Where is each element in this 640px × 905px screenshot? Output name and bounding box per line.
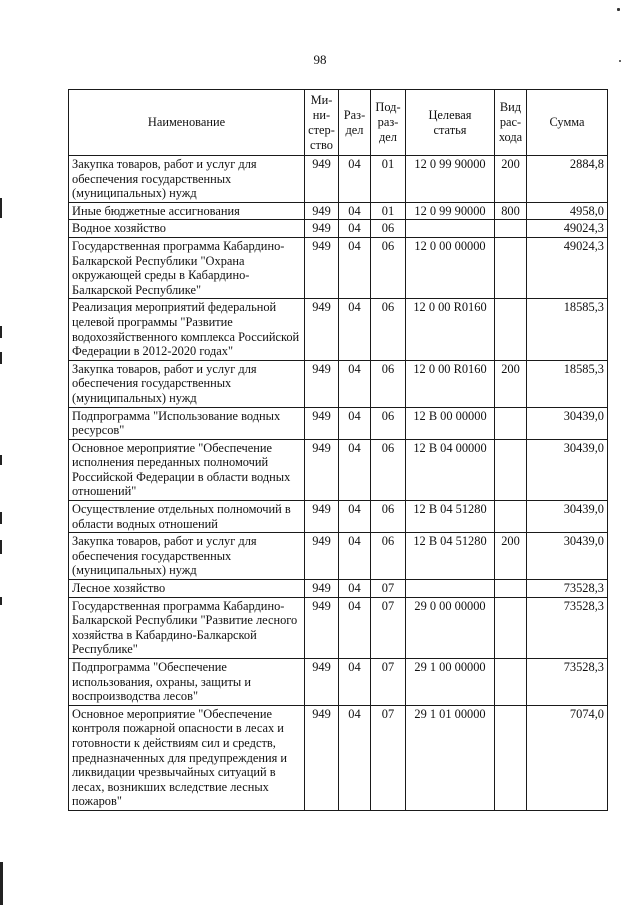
cell-ministry: 949 bbox=[305, 220, 339, 238]
cell-target: 12 B 04 51280 bbox=[406, 533, 495, 580]
cell-ministry: 949 bbox=[305, 237, 339, 298]
cell-section: 04 bbox=[339, 501, 371, 533]
cell-expense-type: 800 bbox=[495, 202, 527, 220]
header-name: Наименование bbox=[69, 90, 305, 156]
cell-target: 12 B 04 51280 bbox=[406, 501, 495, 533]
cell-expense-type bbox=[495, 299, 527, 360]
scan-speck bbox=[617, 8, 620, 11]
cell-target: 29 0 00 00000 bbox=[406, 597, 495, 658]
cell-expense-type bbox=[495, 597, 527, 658]
cell-section: 04 bbox=[339, 202, 371, 220]
cell-subsection: 06 bbox=[371, 407, 406, 439]
header-ministry bbox=[305, 90, 339, 156]
cell-section: 04 bbox=[339, 533, 371, 580]
cell-section: 04 bbox=[339, 705, 371, 810]
cell-name: Основное мероприятие "Обеспечение исполнения переданных полномочий Российской Федерации в области водных отношений" bbox=[69, 439, 305, 500]
table-row bbox=[69, 202, 608, 220]
cell-amount: 18585,3 bbox=[527, 360, 608, 407]
cell-expense-type: 200 bbox=[495, 156, 527, 203]
cell-target: 12 B 00 00000 bbox=[406, 407, 495, 439]
page-number: 98 bbox=[313, 52, 327, 67]
cell-target bbox=[406, 220, 495, 238]
cell-section: 04 bbox=[339, 299, 371, 360]
table-row bbox=[69, 439, 608, 500]
cell-section: 04 bbox=[339, 220, 371, 238]
cell-amount: 73528,3 bbox=[527, 597, 608, 658]
cell-expense-type bbox=[495, 659, 527, 706]
cell-section: 04 bbox=[339, 156, 371, 203]
cell-expense-type bbox=[495, 237, 527, 298]
header-ministry-text: Ми- ни- стер- ство bbox=[308, 92, 335, 152]
cell-ministry: 949 bbox=[305, 156, 339, 203]
budget-table bbox=[68, 89, 608, 811]
table-row bbox=[69, 580, 608, 598]
cell-expense-type: 200 bbox=[495, 533, 527, 580]
table-row bbox=[69, 299, 608, 360]
cell-subsection: 01 bbox=[371, 156, 406, 203]
cell-ministry: 949 bbox=[305, 407, 339, 439]
table-row bbox=[69, 237, 608, 298]
header-amount: Сумма bbox=[527, 90, 608, 156]
cell-ministry: 949 bbox=[305, 580, 339, 598]
cell-name: Иные бюджетные ассигнования bbox=[69, 202, 305, 220]
header-target bbox=[406, 90, 495, 156]
scan-margin-mark bbox=[0, 597, 2, 605]
table-row bbox=[69, 597, 608, 658]
table-row bbox=[69, 501, 608, 533]
cell-subsection: 06 bbox=[371, 237, 406, 298]
cell-amount: 4958,0 bbox=[527, 202, 608, 220]
scan-margin-mark bbox=[0, 326, 2, 338]
scan-speck bbox=[619, 60, 621, 62]
table-row bbox=[69, 407, 608, 439]
cell-name: Основное мероприятие "Обеспечение контроля пожарной опасности в лесах и готовности к действиям сил и средств, предназначенных для предупреждения и ликвидации чрезвычайных ситуаций в лесах, возникших вследствие лесных пожаров" bbox=[69, 705, 305, 810]
cell-subsection: 07 bbox=[371, 597, 406, 658]
table-row bbox=[69, 659, 608, 706]
cell-amount: 49024,3 bbox=[527, 220, 608, 238]
cell-name: Подпрограмма "Обеспечение использования, охраны, защиты и воспроизводства лесов" bbox=[69, 659, 305, 706]
cell-ministry: 949 bbox=[305, 439, 339, 500]
cell-target: 29 1 01 00000 bbox=[406, 705, 495, 810]
cell-ministry: 949 bbox=[305, 360, 339, 407]
cell-amount: 30439,0 bbox=[527, 407, 608, 439]
cell-subsection: 01 bbox=[371, 202, 406, 220]
cell-amount: 2884,8 bbox=[527, 156, 608, 203]
header-target-text: Целевая статья bbox=[428, 107, 472, 137]
cell-subsection: 07 bbox=[371, 705, 406, 810]
cell-subsection: 06 bbox=[371, 299, 406, 360]
cell-ministry: 949 bbox=[305, 299, 339, 360]
cell-target: 12 0 99 90000 bbox=[406, 202, 495, 220]
cell-amount: 30439,0 bbox=[527, 501, 608, 533]
cell-section: 04 bbox=[339, 580, 371, 598]
cell-amount: 18585,3 bbox=[527, 299, 608, 360]
scan-margin-mark bbox=[0, 455, 2, 465]
cell-name: Водное хозяйство bbox=[69, 220, 305, 238]
cell-subsection: 06 bbox=[371, 220, 406, 238]
cell-ministry: 949 bbox=[305, 501, 339, 533]
cell-target: 12 0 00 R0160 bbox=[406, 360, 495, 407]
table-row bbox=[69, 220, 608, 238]
cell-name: Осуществление отдельных полномочий в области водных отношений bbox=[69, 501, 305, 533]
cell-amount: 7074,0 bbox=[527, 705, 608, 810]
scan-margin-mark bbox=[0, 862, 3, 905]
cell-name: Государственная программа Кабардино-Балкарской Республики "Охрана окружающей среды в Кабардино-Балкарской Республике" bbox=[69, 237, 305, 298]
scan-margin-mark bbox=[0, 198, 2, 218]
cell-target bbox=[406, 580, 495, 598]
cell-subsection: 06 bbox=[371, 533, 406, 580]
cell-subsection: 06 bbox=[371, 439, 406, 500]
cell-section: 04 bbox=[339, 659, 371, 706]
cell-section: 04 bbox=[339, 407, 371, 439]
cell-ministry: 949 bbox=[305, 533, 339, 580]
cell-target: 12 0 00 R0160 bbox=[406, 299, 495, 360]
cell-subsection: 06 bbox=[371, 501, 406, 533]
cell-section: 04 bbox=[339, 360, 371, 407]
cell-section: 04 bbox=[339, 439, 371, 500]
cell-name: Реализация мероприятий федеральной целевой программы "Развитие водохозяйственного комплекса Российской Федерации в 2012-2020 годах" bbox=[69, 299, 305, 360]
cell-expense-type bbox=[495, 220, 527, 238]
cell-amount: 49024,3 bbox=[527, 237, 608, 298]
cell-amount: 30439,0 bbox=[527, 533, 608, 580]
cell-target: 12 0 99 90000 bbox=[406, 156, 495, 203]
header-section-text: Раз- дел bbox=[343, 107, 366, 137]
cell-target: 29 1 00 00000 bbox=[406, 659, 495, 706]
cell-name: Закупка товаров, работ и услуг для обеспечения государственных (муниципальных) нужд bbox=[69, 156, 305, 203]
scan-margin-mark bbox=[0, 352, 2, 364]
cell-section: 04 bbox=[339, 237, 371, 298]
header-subsection bbox=[371, 90, 406, 156]
cell-expense-type bbox=[495, 501, 527, 533]
cell-amount: 30439,0 bbox=[527, 439, 608, 500]
cell-name: Закупка товаров, работ и услуг для обеспечения государственных (муниципальных) нужд bbox=[69, 360, 305, 407]
cell-target: 12 B 04 00000 bbox=[406, 439, 495, 500]
header-expense-type-text: Вид рас- хода bbox=[498, 100, 523, 144]
table-row bbox=[69, 705, 608, 810]
cell-name: Закупка товаров, работ и услуг для обеспечения государственных (муниципальных) нужд bbox=[69, 533, 305, 580]
header-section bbox=[339, 90, 371, 156]
cell-name: Государственная программа Кабардино-Балкарской Республики "Развитие лесного хозяйства в Кабардино-Балкарской Республике" bbox=[69, 597, 305, 658]
table-row bbox=[69, 360, 608, 407]
cell-ministry: 949 bbox=[305, 705, 339, 810]
cell-target: 12 0 00 00000 bbox=[406, 237, 495, 298]
table-row bbox=[69, 156, 608, 203]
cell-subsection: 07 bbox=[371, 580, 406, 598]
cell-amount: 73528,3 bbox=[527, 580, 608, 598]
cell-expense-type bbox=[495, 580, 527, 598]
cell-subsection: 06 bbox=[371, 360, 406, 407]
cell-expense-type bbox=[495, 705, 527, 810]
cell-subsection: 07 bbox=[371, 659, 406, 706]
scan-margin-mark bbox=[0, 540, 2, 554]
table-body bbox=[69, 156, 608, 811]
cell-ministry: 949 bbox=[305, 597, 339, 658]
cell-expense-type bbox=[495, 439, 527, 500]
table-header-row bbox=[69, 90, 608, 156]
cell-name: Лесное хозяйство bbox=[69, 580, 305, 598]
cell-expense-type: 200 bbox=[495, 360, 527, 407]
table-row bbox=[69, 533, 608, 580]
cell-name: Подпрограмма "Использование водных ресурсов" bbox=[69, 407, 305, 439]
header-subsection-text: Под- раз- дел bbox=[375, 100, 401, 144]
header-expense-type bbox=[495, 90, 527, 156]
scan-margin-mark bbox=[0, 512, 2, 524]
cell-expense-type bbox=[495, 407, 527, 439]
cell-ministry: 949 bbox=[305, 202, 339, 220]
cell-ministry: 949 bbox=[305, 659, 339, 706]
cell-section: 04 bbox=[339, 597, 371, 658]
cell-amount: 73528,3 bbox=[527, 659, 608, 706]
